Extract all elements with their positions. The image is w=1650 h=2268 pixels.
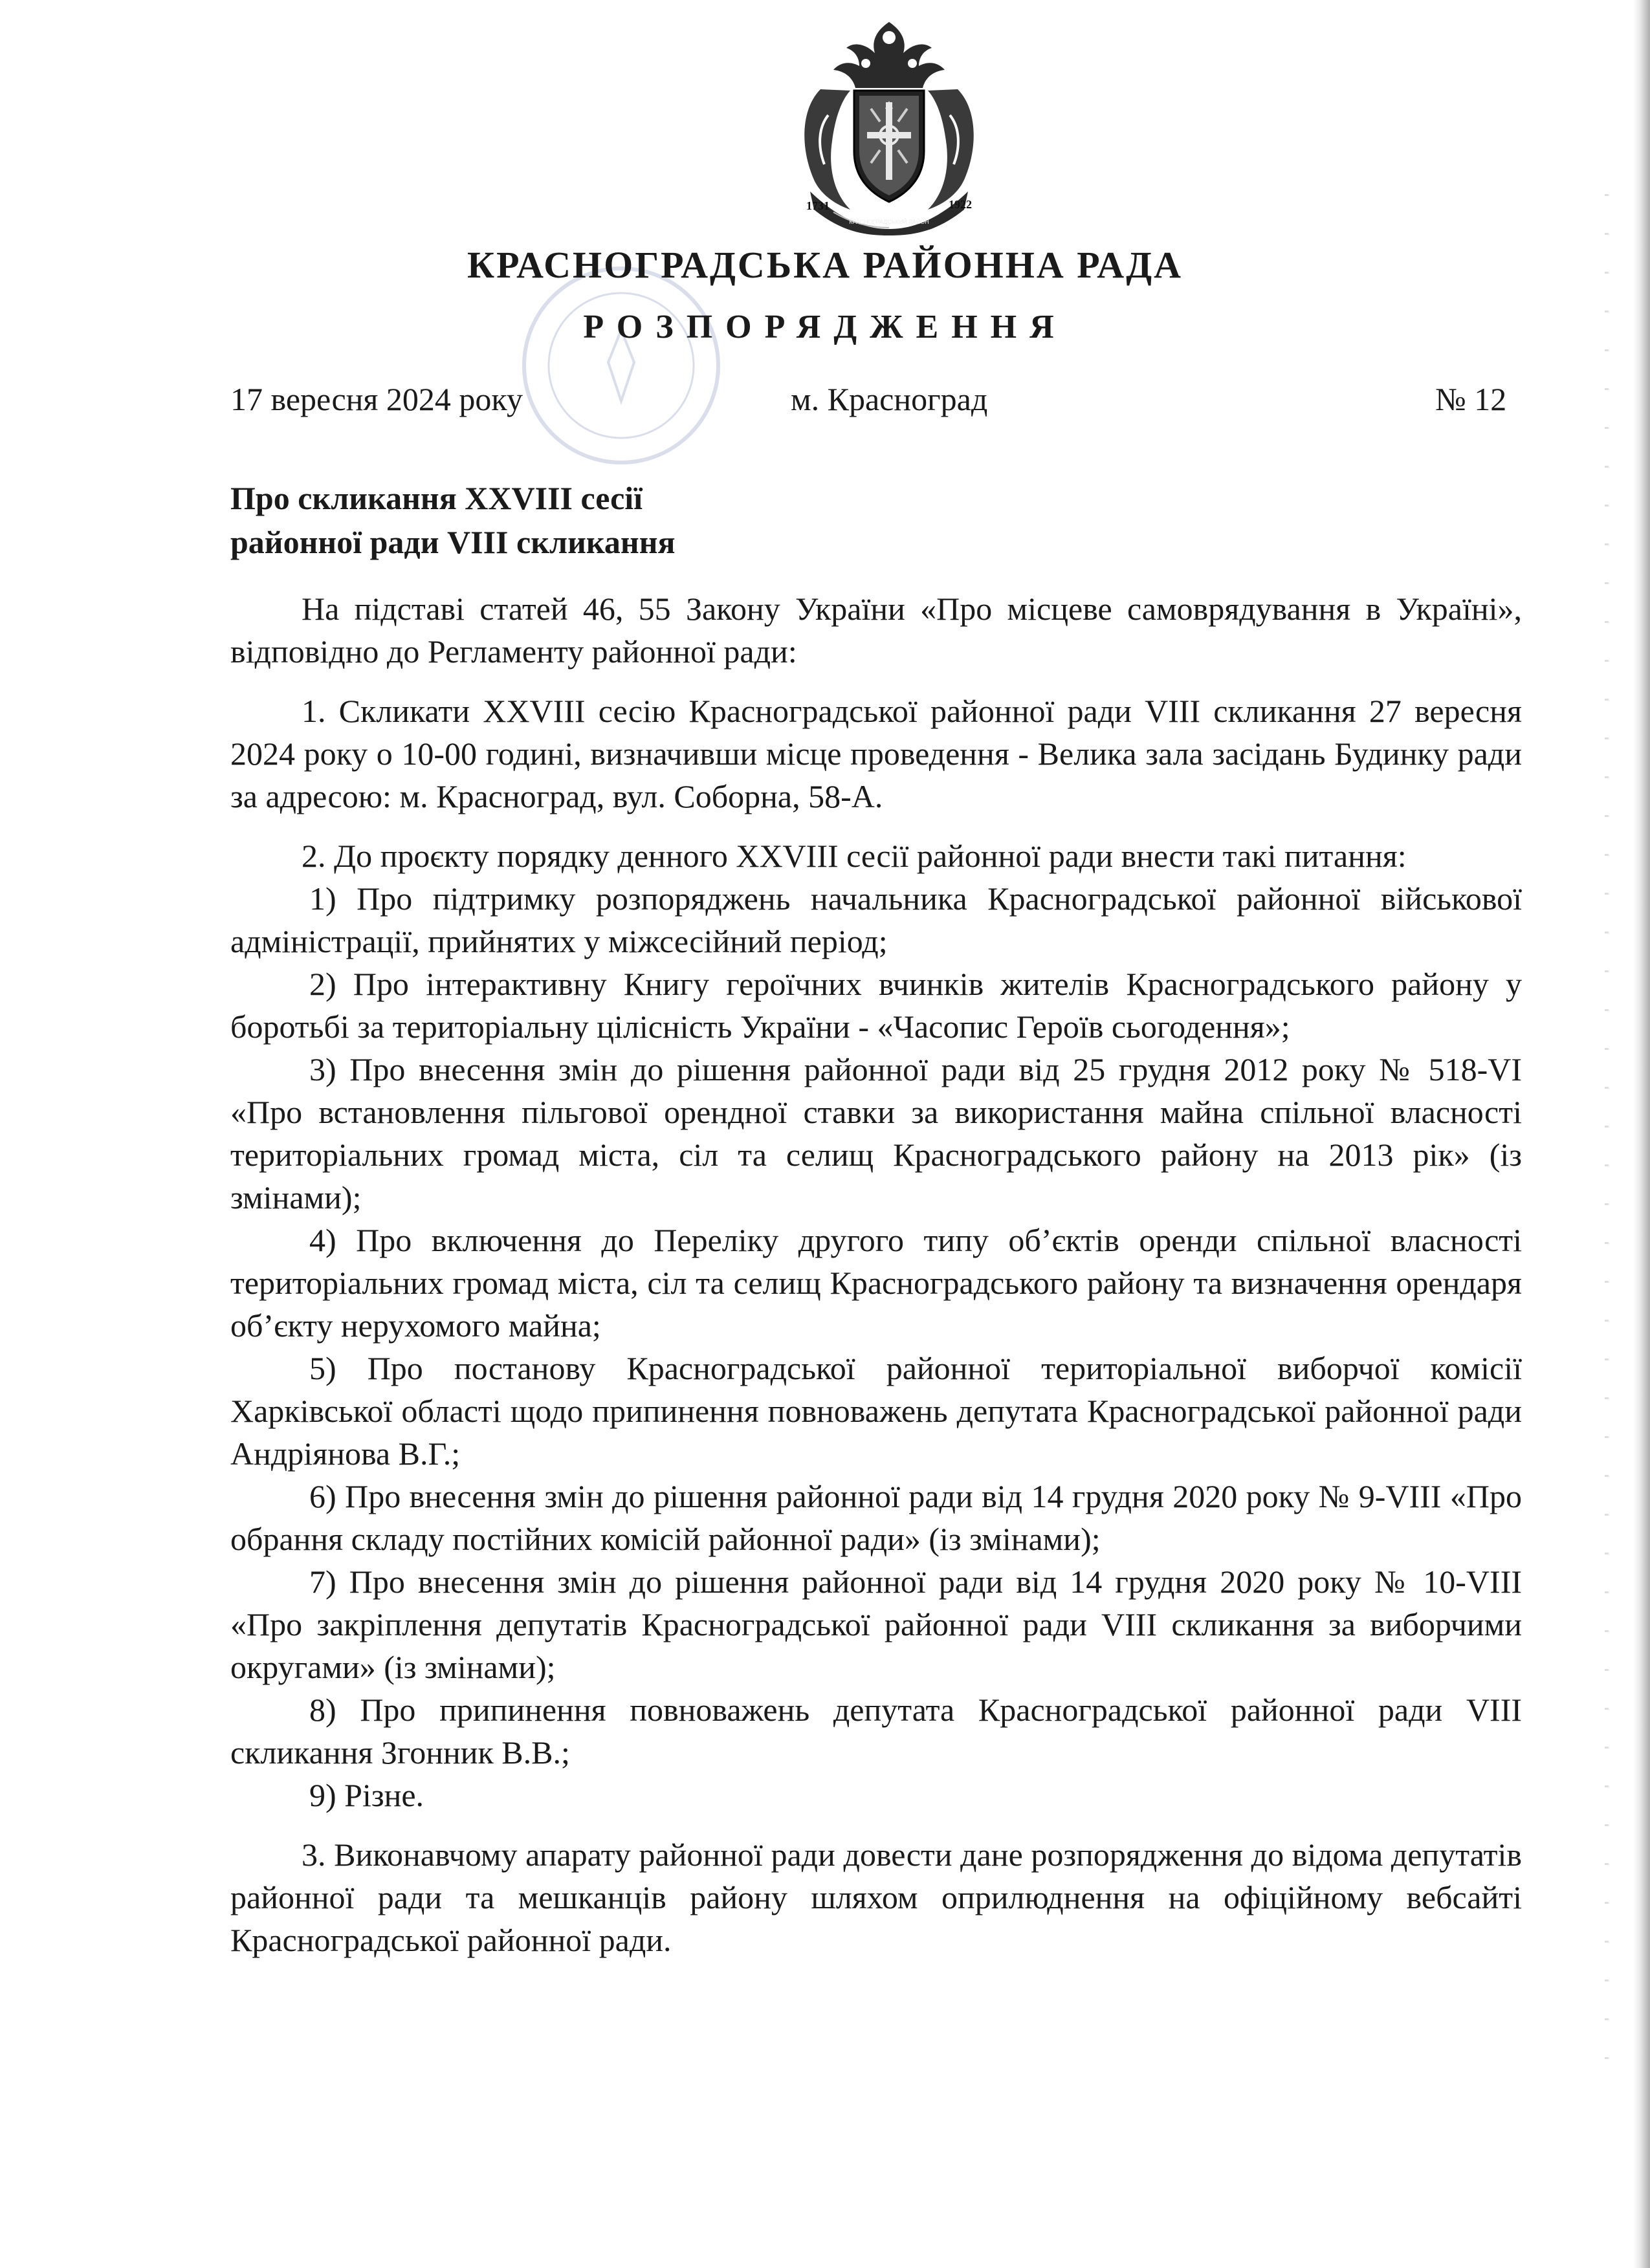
agenda-item: 7) Про внесення змін до рішення районної ради від 14 грудня 2020 року № 10-VIII «Про закріплення депутатів Красноградської районної ради VIII скликання за виборчими округами» (із змінами); bbox=[230, 1564, 1522, 1685]
agenda-item: 8) Про припинення повноважень депутата Красноградської районної ради VIII скликання Згонник В.В.; bbox=[230, 1692, 1522, 1771]
subject-line-1: Про скликання XXVIII сесії bbox=[230, 480, 643, 516]
document-date: 17 вересня 2024 року bbox=[230, 381, 523, 417]
scan-edge-specks bbox=[1605, 194, 1609, 2070]
agenda-item: 2) Про інтерактивну Книгу героїчних вчинків жителів Красноградського району у боротьбі за територіальну цілісність України - «Часопис Героїв сьогодення»; bbox=[230, 966, 1522, 1045]
agenda-item: 3) Про внесення змін до рішення районної ради від 25 грудня 2012 року № 518-VI «Про встановлення пільгової орендної ставки за використання майна спільної власності територіальних громад міста, сіл та селищ Красноградського району на 2013 рік» (із змінами); bbox=[230, 1051, 1522, 1216]
subject-line-2: районної ради VIII скликання bbox=[230, 524, 676, 560]
coat-of-arms-emblem bbox=[795, 18, 984, 235]
emblem-caption: КРАСНОГРАДСЬКИЙ РАЙОН bbox=[849, 219, 929, 225]
agenda-item: 6) Про внесення змін до рішення районної ради від 14 грудня 2020 року № 9-VIII «Про обрання складу постійних комісій районної ради» (із змінами); bbox=[230, 1478, 1522, 1557]
agenda-item: 9) Різне. bbox=[309, 1777, 424, 1813]
faint-stamp-watermark bbox=[492, 259, 751, 472]
item-1-paragraph: 1. Скликати XXVIII сесію Красноградської районної ради VIII скликання 27 вересня 2024 року о 10-00 годині, визначивши місце проведення - Велика зала засідань Будинку ради за адресою: м. Красноград, вул. Соборна, 58-А. bbox=[230, 693, 1522, 814]
document-subject bbox=[230, 476, 1007, 564]
agenda-item: 4) Про включення до Переліку другого типу об’єктів оренди спільної власності територіальних громад міста, сіл та селищ Красноградського району та визначення орендаря об’єкту нерухомого майна; bbox=[230, 1222, 1522, 1344]
item-3-paragraph: 3. Виконавчому апарату районної ради довести дане розпорядження до відома депутатів районної ради та мешканців району шляхом оприлюднення на офіційному вебсайті Красноградської районної ради. bbox=[230, 1837, 1522, 1958]
emblem-year-left: 1731 bbox=[806, 199, 830, 212]
item-2-intro-paragraph: 2. До проєкту порядку денного XXVIII сесії районної ради внести такі питання: bbox=[302, 838, 1407, 874]
emblem-year-right: 1922 bbox=[949, 198, 972, 211]
document-body bbox=[230, 587, 1522, 1961]
agenda-item: 5) Про постанову Красноградської районної територіальної виборчої комісії Харківської області щодо припинення повноважень депутата Красноградської районної ради Андріянова В.Г.; bbox=[230, 1350, 1522, 1472]
preamble-paragraph: На підставі статей 46, 55 Закону України «Про місцеве самоврядування в Україні», відповідно до Регламенту районної ради: bbox=[230, 591, 1522, 670]
document-number: № 12 bbox=[1435, 381, 1507, 417]
document-type-title: РОЗПОРЯДЖЕННЯ bbox=[583, 309, 1067, 345]
organization-title: КРАСНОГРАДСЬКА РАЙОННА РАДА bbox=[467, 244, 1183, 286]
document-city: м. Красноград bbox=[791, 381, 988, 417]
agenda-item: 1) Про підтримку розпоряджень начальника Красноградської районної військової адміністрації, прийнятих у міжсесійний період; bbox=[230, 880, 1522, 959]
